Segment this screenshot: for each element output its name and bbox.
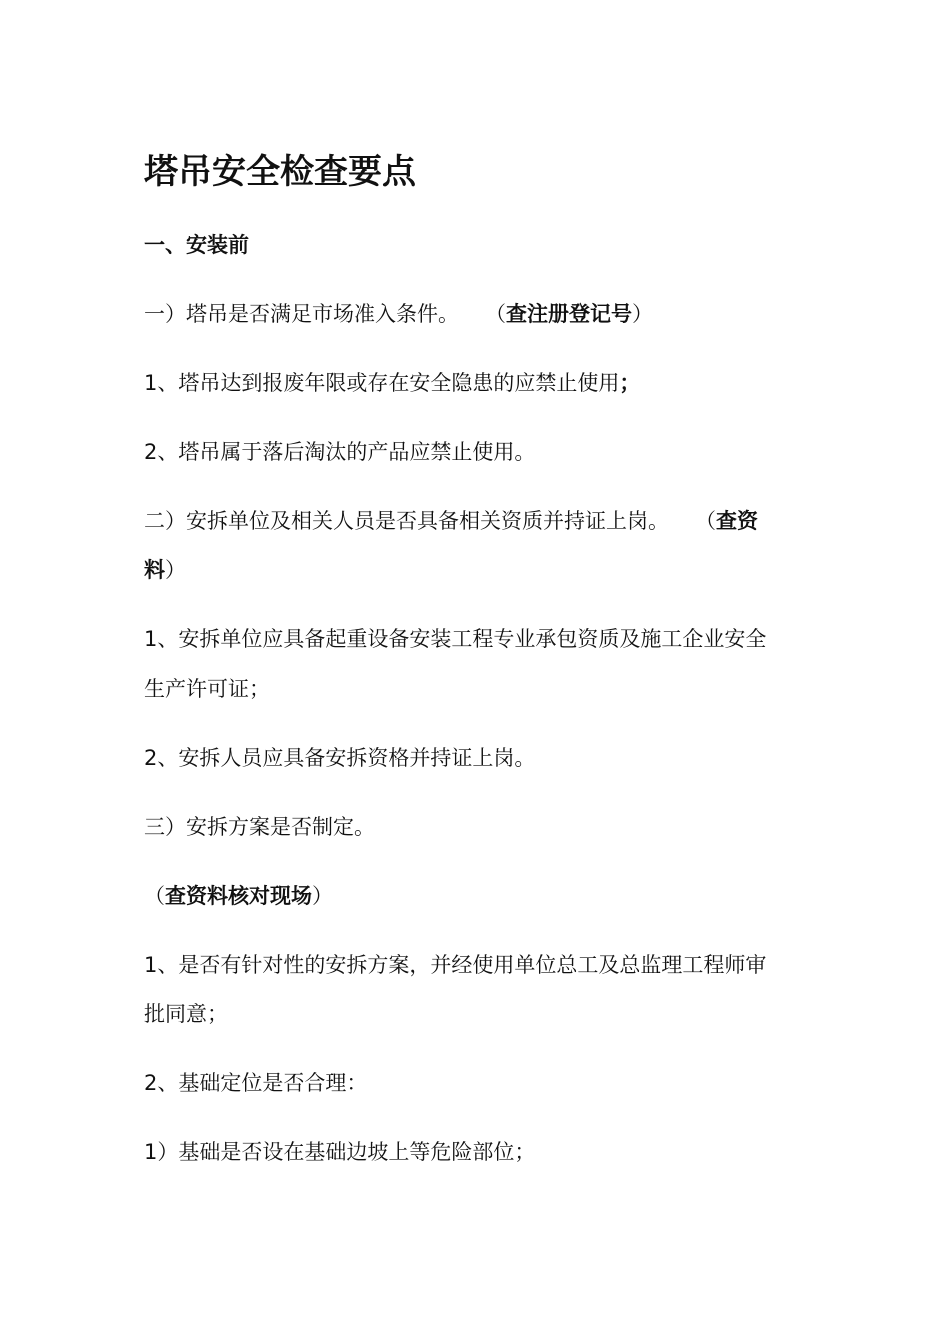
item-qualification bbox=[144, 506, 758, 536]
item-qualification-check-a: 查资 bbox=[716, 509, 758, 533]
item-scrap-age bbox=[144, 368, 640, 398]
item-plan-prepared: 三）安拆方案是否制定。 bbox=[144, 815, 375, 839]
paren-close: ） bbox=[165, 558, 186, 582]
document-title: 塔吊安全检查要点 bbox=[144, 152, 416, 192]
section-heading-before-installation: 一、安装前 bbox=[144, 233, 249, 257]
item-foundation-position: 2、基础定位是否合理： bbox=[144, 1071, 368, 1095]
item-market-access-check: 查注册登记号 bbox=[506, 302, 632, 326]
item-qualification-text: 二）安拆单位及相关人员是否具备相关资质并持证上岗。 bbox=[144, 509, 669, 533]
item-plan-check-note bbox=[144, 881, 333, 911]
item-market-access-text: 一）塔吊是否满足市场准入条件。 bbox=[144, 302, 459, 326]
paren-close: ） bbox=[312, 884, 333, 908]
item-unit-qualification-line2: 生产许可证； bbox=[144, 677, 270, 701]
item-scrap-age-text: 1、塔吊达到报废年限或存在安全隐患的应禁止使用 bbox=[144, 371, 620, 395]
item-scrap-age-semicolon: ； bbox=[619, 371, 641, 395]
item-qualification-check-b: 料 bbox=[144, 558, 165, 582]
item-targeted-plan-line2: 批同意； bbox=[144, 1002, 228, 1026]
item-personnel-certified: 2、安拆人员应具备安拆资格并持证上岗。 bbox=[144, 746, 536, 770]
item-plan-check: 查资料核对现场 bbox=[165, 884, 312, 908]
paren-open: （ bbox=[695, 509, 716, 533]
item-targeted-plan-line1: 1、是否有针对性的安拆方案，并经使用单位总工及总监理工程师审 bbox=[144, 953, 767, 977]
paren-open: （ bbox=[485, 302, 506, 326]
item-obsolete-products: 2、塔吊属于落后淘汰的产品应禁止使用。 bbox=[144, 440, 536, 464]
item-foundation-slope: 1）基础是否设在基础边坡上等危险部位； bbox=[144, 1140, 536, 1164]
paren-open: （ bbox=[144, 884, 165, 908]
item-market-access bbox=[144, 299, 653, 329]
paren-close: ） bbox=[632, 302, 653, 326]
item-unit-qualification-line1: 1、安拆单位应具备起重设备安装工程专业承包资质及施工企业安全 bbox=[144, 627, 767, 651]
item-qualification-continued bbox=[144, 555, 186, 585]
